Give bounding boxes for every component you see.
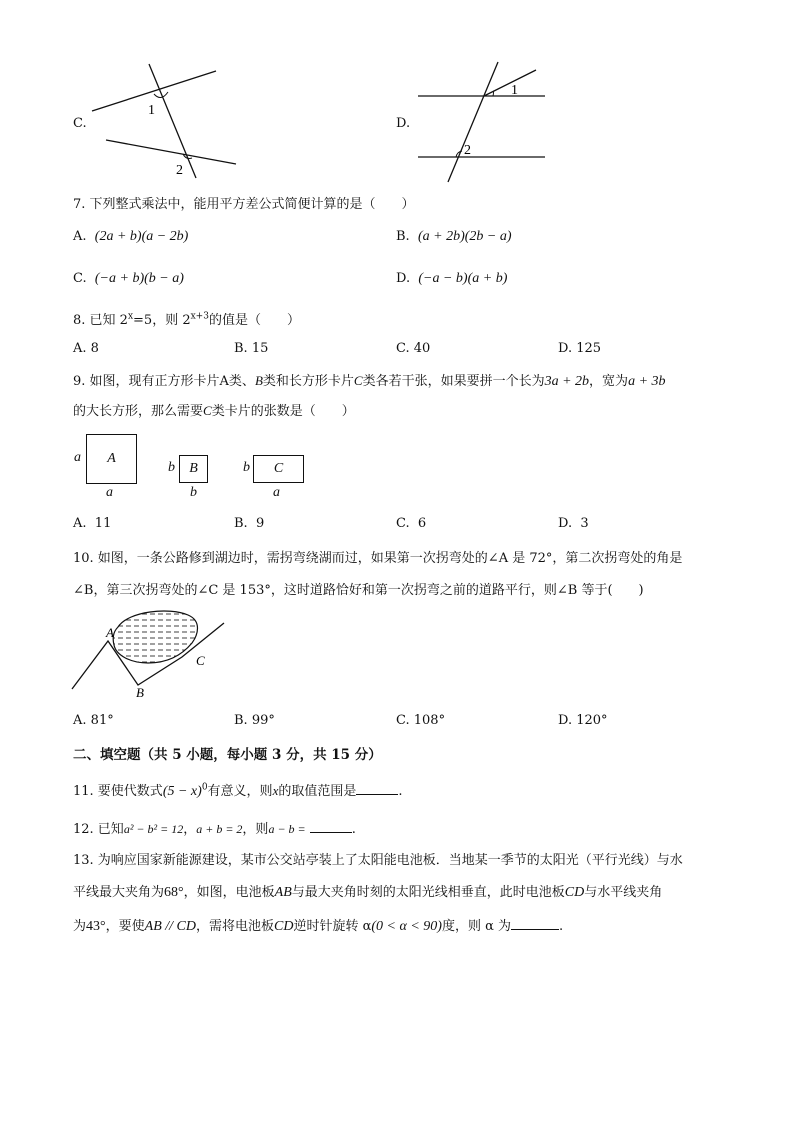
q11-end: . [398, 784, 403, 799]
q8-exp-x3: x+3 [190, 311, 209, 322]
q8-option-b [234, 341, 268, 356]
q9-l1a: 9. 如图，现有正方形卡片A类、 [73, 374, 255, 389]
q11-exp: 0 [201, 782, 208, 793]
q9-a-letter: A. [73, 516, 87, 531]
q13-l2a: 平线最大夹角为 [73, 885, 165, 900]
q13-l3e: ，需将电池板 [195, 919, 274, 934]
q12-expr2: a + b = 2 [196, 822, 243, 836]
q12-expr3: a − b = [268, 822, 306, 836]
q11-mid: 有意义，则 [207, 784, 273, 799]
q7-option-b [396, 229, 512, 245]
q7-d-letter: D. [396, 271, 411, 286]
q10-a-letter: A. [73, 713, 87, 728]
q13-l2b: 68° [164, 885, 184, 900]
q13-l2g: 与水平线夹角 [584, 885, 663, 900]
q11-stem [73, 780, 403, 800]
q10-label-c: C [196, 653, 205, 668]
q13-stem-line3 [73, 915, 563, 935]
q8-stem-post: 的值是（ ） [208, 313, 300, 328]
q9-l1f: 3a + 2b [544, 374, 590, 389]
q13-l3g: 逆时针旋转 α [293, 919, 372, 934]
q10-d-letter: D. [558, 713, 573, 728]
q12-answer-blank[interactable] [310, 820, 352, 833]
card-c-name: C [273, 461, 284, 476]
card-b [179, 455, 208, 483]
q11-pre: 11. 要使代数式 [73, 784, 163, 799]
q9-l2a: 的大长方形，那么需要 [73, 404, 204, 419]
q6-figure-d [415, 60, 555, 185]
q11-var: x [272, 783, 279, 798]
q9-stem-line2 [73, 400, 355, 419]
q13-l3i: 度，则 α 为 [441, 919, 511, 934]
card-b-bottom-label: b [190, 485, 197, 500]
q13-l3d: AB // CD [144, 919, 196, 934]
q12-expr1: a² − b² = 12 [123, 822, 184, 836]
q13-end: . [559, 919, 564, 934]
q8-c-letter: C. [396, 341, 410, 356]
q13-l3c: ，要使 [105, 919, 145, 934]
q13-l3f: CD [274, 919, 294, 934]
card-a-side-label: a [74, 450, 81, 465]
q8-d-letter: D. [558, 341, 573, 356]
q6d-angle-2-label: 2 [464, 143, 471, 158]
q10-option-b [234, 713, 275, 728]
q9-l1b: B [254, 373, 263, 388]
q13-l3a: 为 [73, 919, 87, 934]
q6-option-d-letter: D. [396, 116, 411, 131]
q11-answer-blank[interactable] [356, 782, 398, 795]
q9-c-value: 6 [417, 516, 427, 531]
q8-option-d [558, 341, 601, 356]
q9-option-d [558, 516, 589, 531]
q9-option-c [396, 516, 426, 531]
q10-label-b: B [136, 685, 144, 700]
q13-stem-line2 [73, 881, 662, 901]
q8-a-value: 8 [90, 341, 99, 356]
q13-l2c: ，如图，电池板 [183, 885, 275, 900]
q9-l1h: a + 3b [628, 374, 666, 389]
q12-end: . [351, 822, 356, 837]
q11-post: 的取值范围是 [278, 784, 357, 799]
q10-b-letter: B. [234, 713, 248, 728]
q13-l2f: CD [564, 885, 585, 900]
q7-d-expr: (−a − b)(a + b) [418, 271, 508, 286]
q8-stem-mid: =5，则 2 [133, 313, 191, 328]
q9-option-b [234, 516, 264, 531]
q10-stem-line1: 10. 如图，一条公路修到湖边时，需拐弯绕湖而过，如果第一次拐弯处的∠A 是 72°，第二次拐弯处的角是 [73, 551, 683, 566]
q9-l2b: C [203, 403, 212, 418]
q8-c-value: 40 [413, 341, 431, 356]
q12-stem [73, 818, 356, 837]
q6-figure-c [88, 60, 248, 185]
q7-stem: 7. 下列整式乘法中，能用平方差公式简便计算的是（ ） [73, 197, 415, 212]
card-b-name: B [189, 461, 198, 476]
q7-option-d [396, 271, 507, 287]
q12-sep1: ， [183, 822, 197, 837]
q10-label-a: A [106, 625, 114, 640]
q9-l2c: 类卡片的张数是（ ） [211, 404, 355, 419]
q10-option-c [396, 713, 445, 728]
card-a-name: A [107, 451, 116, 466]
q9-d-letter: D. [558, 516, 573, 531]
q7-c-letter: C. [73, 271, 87, 286]
q7-a-letter: A. [73, 229, 87, 244]
q10-lake-road-figure [70, 605, 230, 700]
q9-l1g: ，宽为 [589, 374, 629, 389]
q9-l1e: 类各若干张，如果要拼一个长为 [362, 374, 545, 389]
q13-stem-line1: 13. 为响应国家新能源建设，某市公交站亭装上了太阳能电池板．当地某一季节的太阳光（平行光线）与水 [73, 853, 683, 868]
q7-b-expr: (a + 2b)(2b − a) [417, 229, 512, 244]
q9-l1c: 类和长方形卡片 [262, 374, 354, 389]
q7-b-letter: B. [396, 229, 410, 244]
q9-b-letter: B. [234, 516, 248, 531]
q10-c-letter: C. [396, 713, 410, 728]
q9-a-value: 11 [94, 516, 112, 531]
q13-answer-blank[interactable] [511, 917, 559, 930]
q6d-angle-1-label: 1 [511, 83, 518, 98]
q8-a-letter: A. [73, 341, 87, 356]
q10-b-value: 99° [251, 713, 275, 728]
q9-c-letter: C. [396, 516, 410, 531]
q8-option-c [396, 341, 430, 356]
card-c [253, 455, 304, 483]
q13-l2e: 与最大夹角时刻的太阳光线相垂直，此时电池板 [291, 885, 565, 900]
q10-d-value: 120° [576, 713, 608, 728]
card-b-side-label: b [168, 460, 175, 475]
q8-stem [73, 309, 300, 328]
q6c-angle-2-label: 2 [176, 163, 183, 178]
q8-d-value: 125 [576, 341, 602, 356]
section-2-heading: 二、填空题（共 5 小题，每小题 3 分，共 15 分） [73, 747, 382, 763]
q11-expr: (5 − x) [162, 784, 202, 799]
card-c-bottom-label: a [273, 485, 280, 500]
q12-pre: 12. 已知 [73, 822, 124, 837]
q7-option-a [73, 229, 188, 245]
q6c-angle-1-label: 1 [148, 103, 155, 118]
card-a-bottom-label: a [106, 485, 113, 500]
q10-option-d [558, 713, 608, 728]
q8-option-a [73, 341, 99, 356]
q12-mid: ，则 [242, 822, 269, 837]
q7-a-expr: (2a + b)(a − 2b) [94, 229, 189, 244]
q10-a-value: 81° [90, 713, 114, 728]
q7-c-expr: (−a + b)(b − a) [94, 271, 184, 286]
q8-b-value: 15 [251, 341, 269, 356]
q13-l3h: (0 < α < 90) [371, 919, 442, 934]
q9-d-value: 3 [580, 516, 589, 531]
q7-option-c [73, 271, 184, 287]
q8-b-letter: B. [234, 341, 248, 356]
q8-exp-x: x [127, 311, 134, 322]
q8-stem-pre: 8. 已知 2 [73, 313, 128, 328]
q10-c-value: 108° [413, 713, 446, 728]
q13-l2d: AB [274, 885, 292, 900]
card-a [86, 434, 137, 484]
q9-b-value: 9 [255, 516, 265, 531]
q9-option-a [73, 516, 111, 531]
q10-option-a [73, 713, 114, 728]
q10-stem-line2: ∠B，第三次拐弯处的∠C 是 153°，这时道路恰好和第一次拐弯之前的道路平行，则∠B 等于( ) [73, 583, 644, 598]
q9-l1d: C [353, 373, 363, 388]
q9-stem-line1 [73, 370, 666, 390]
card-c-side-label: b [243, 460, 250, 475]
q6-option-c-letter: C. [73, 116, 87, 131]
q13-l3b: 43° [86, 919, 106, 934]
